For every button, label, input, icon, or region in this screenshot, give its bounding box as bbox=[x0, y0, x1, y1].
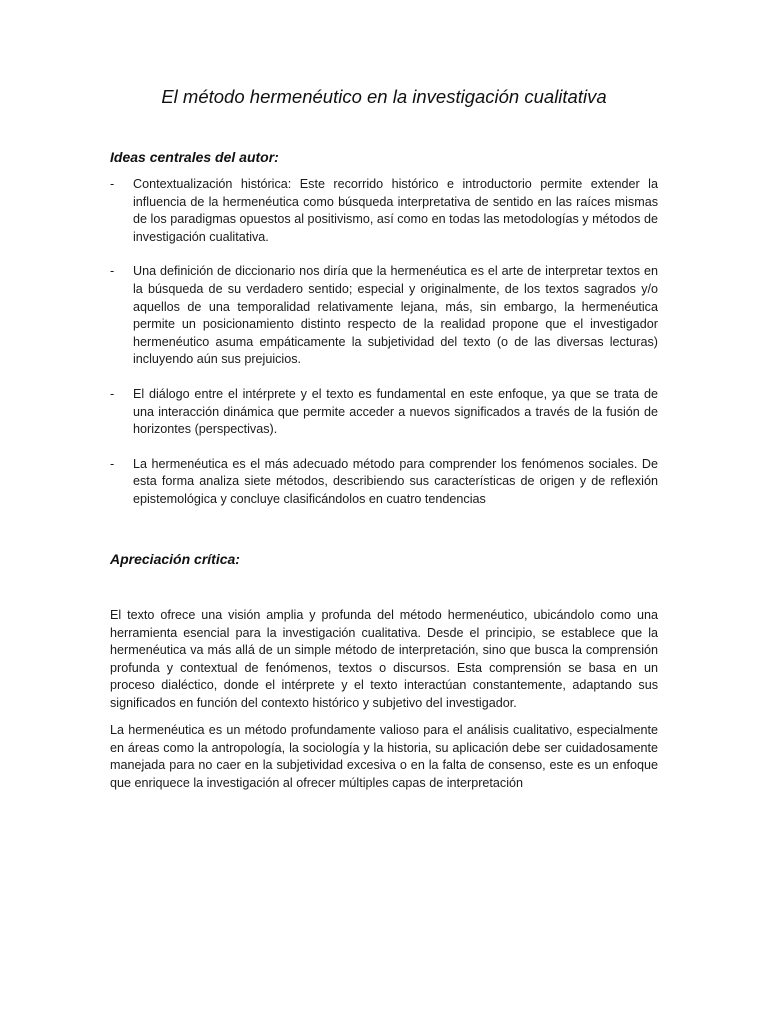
list-item bbox=[110, 456, 658, 509]
list-item bbox=[110, 263, 658, 369]
list-item bbox=[110, 386, 658, 439]
list-item bbox=[110, 176, 658, 246]
bullet-dash: - bbox=[110, 264, 115, 279]
section-heading-ideas: Ideas centrales del autor: bbox=[110, 149, 279, 165]
document-title: El método hermenéutico en la investigación cualitativa bbox=[161, 86, 607, 107]
paragraph: El texto ofrece una visión amplia y profunda del método hermenéutico, ubicándolo como una herramienta esencial para la investigación cualitativa. Desde el principio, se establece que la hermenéutica va más allá de un simple método de interpretación, sino que busca la comprensión profunda y contextual de fenómenos, textos o discursos. Esta comprensión se basa en un proceso dialéctico, donde el intérprete y el texto interactúan constantemente, adaptando sus significados en función del contexto histórico y subjetivo del investigador. bbox=[110, 608, 658, 710]
bullet-dash: - bbox=[110, 177, 115, 191]
bullet-dash: - bbox=[110, 386, 115, 401]
bullet-text: Contextualización histórica: Este recorrido histórico e introductorio permite extender la influencia de la hermenéutica como búsqueda interpretativa de sentido en las raíces mismas de los paradigmas opuestos al positivismo, así como en todas las metodologías y métodos de investigación cualitativa. bbox=[133, 177, 658, 244]
bullet-text: El diálogo entre el intérprete y el texto es fundamental en este enfoque, ya que se trata de una interacción dinámica que permite acceder a nuevos significados a través de la fusión de horizontes (perspectivas). bbox=[133, 386, 658, 437]
section-heading-apreciacion: Apreciación crítica: bbox=[110, 551, 240, 567]
bullet-text: La hermenéutica es el más adecuado método para comprender los fenómenos sociales. De esta forma analiza siete métodos, describiendo sus características de origen y de reflexión epistemológica y concluye clasificándolos en cuatro tendencias bbox=[133, 456, 658, 506]
bullet-text: Una definición de diccionario nos diría que la hermenéutica es el arte de interpretar textos en la búsqueda de su verdadero sentido; especial y originalmente, de los textos sagrados y/o aquellos de una temporalidad relativamente lejana, más, sin embargo, la hermenéutica permite un posicionamiento distinto respecto de la realidad propone que el investigador hermenéutico asuma empáticamente la subjetividad del texto (o de las diversas lecturas) incluyendo aún sus prejuicios. bbox=[133, 264, 658, 367]
bullet-dash: - bbox=[110, 456, 115, 471]
paragraph: La hermenéutica es un método profundamente valioso para el análisis cualitativo, especialmente en áreas como la antropología, la sociología y la historia, su aplicación debe ser cuidadosamente manejada para no caer en la subjetividad excesiva o en la falta de consenso, este es un enfoque que enriquece la investigación al ofrecer múltiples capas de interpretación bbox=[110, 723, 658, 790]
ideas-list bbox=[110, 176, 658, 526]
